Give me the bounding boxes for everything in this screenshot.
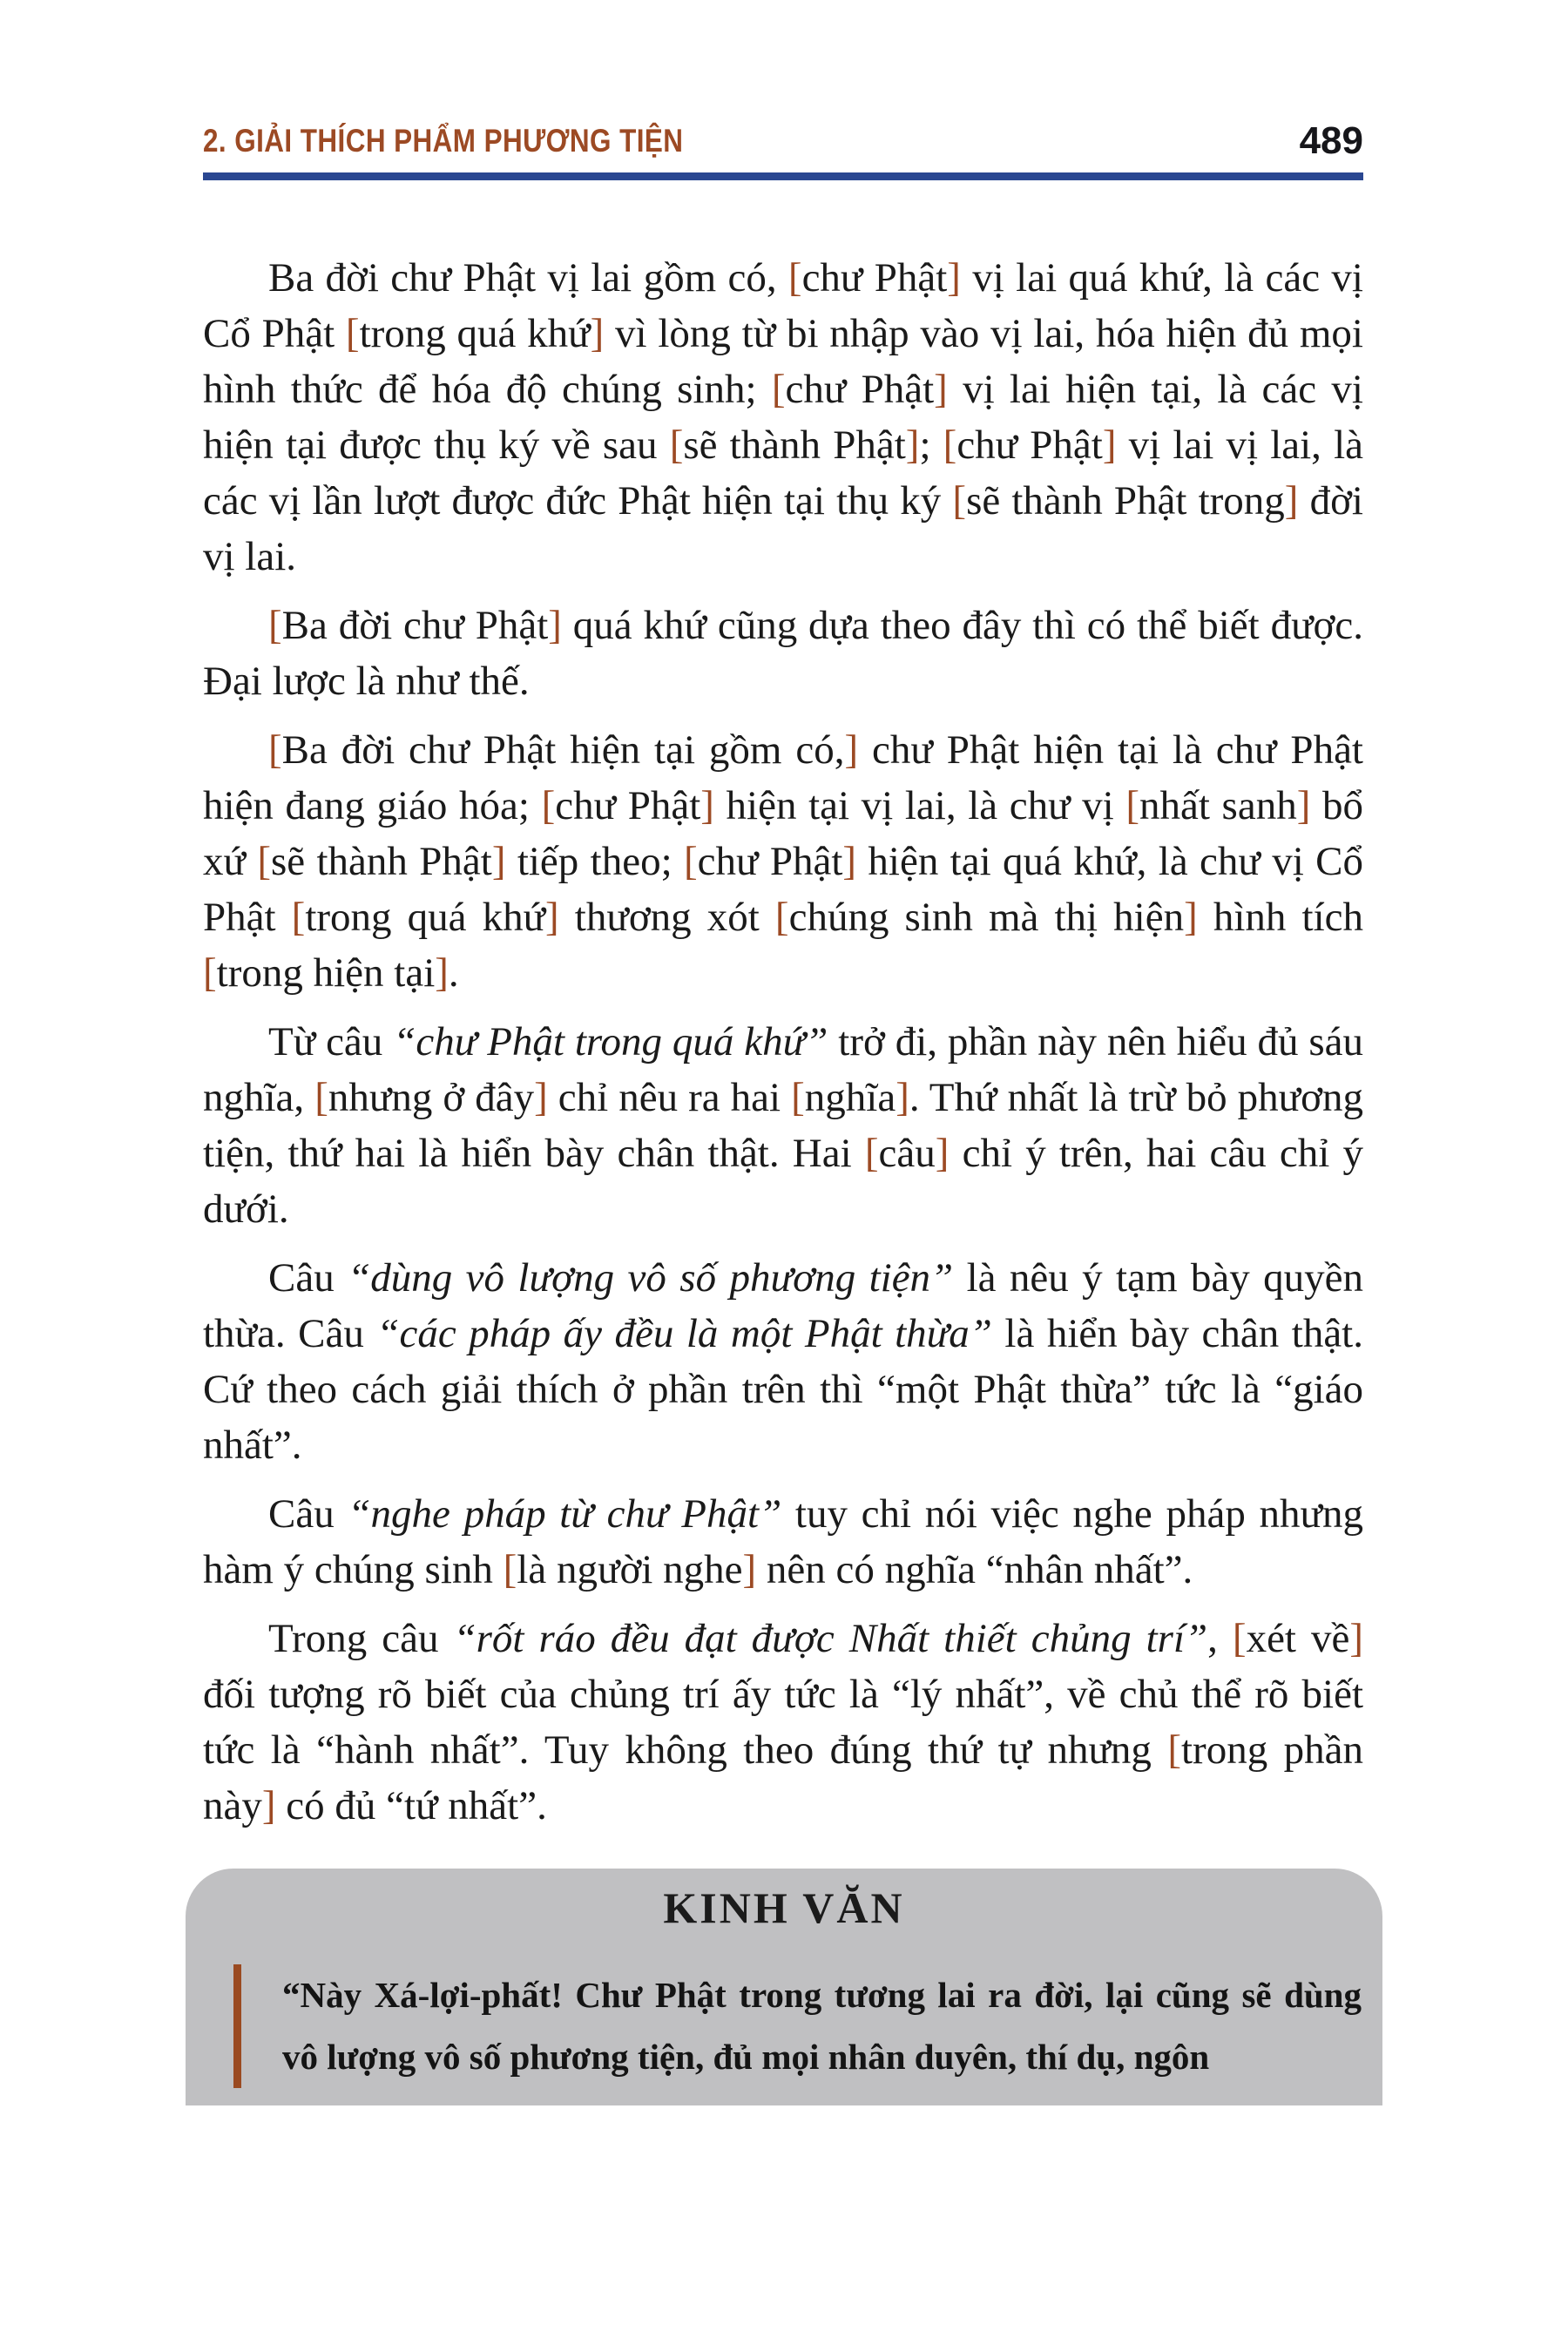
text-run: . [448, 950, 459, 996]
editorial-bracket: ] [1284, 478, 1299, 524]
text-run: câu [878, 1131, 936, 1176]
editorial-bracket: ] [896, 1075, 909, 1120]
editorial-bracket: ] [491, 839, 506, 884]
body-paragraph [203, 250, 1363, 585]
editorial-bracket: [ [943, 422, 957, 468]
editorial-bracket: [ [203, 950, 217, 996]
editorial-bracket: ] [545, 895, 559, 940]
text-run: nghĩa [804, 1075, 896, 1120]
text-run: chư Phật [956, 422, 1103, 468]
editorial-bracket: [ [683, 839, 698, 884]
quoted-scripture-phrase: “dùng vô lượng vô số phương tiện” [348, 1255, 954, 1301]
body-paragraph [203, 598, 1363, 709]
quoted-scripture-phrase: “rốt ráo đều đạt được Nhất thiết chủng trí” [453, 1616, 1208, 1661]
text-run: trong phần này [203, 1727, 1363, 1828]
text-run: vị lai quá khứ, là các vị Cổ Phật [203, 255, 1363, 356]
editorial-bracket: ] [1296, 783, 1311, 828]
editorial-bracket: [ [774, 895, 789, 940]
text-run: chư Phật [785, 367, 935, 412]
text-run: chư Phật hiện tại là chư Phật hiện đang giáo hóa; [203, 727, 1363, 828]
editorial-bracket: ] [947, 255, 961, 301]
page-number: 489 [1299, 119, 1363, 162]
text-run: đời vị lai. [203, 478, 1363, 579]
text-run: Ba đời chư Phật vị lai gồm có, [268, 255, 788, 301]
running-head [203, 0, 1363, 180]
editorial-bracket: [ [257, 839, 271, 884]
text-run: Câu [268, 1491, 348, 1537]
text-run: nhất sanh [1139, 783, 1297, 828]
text-run: thương xót [558, 895, 775, 940]
text-run: chư Phật [555, 783, 701, 828]
editorial-bracket: [ [541, 783, 556, 828]
text-run: , [1207, 1616, 1233, 1661]
text-run: Câu [268, 1255, 348, 1301]
editorial-bracket: ] [742, 1547, 757, 1592]
text-run: tiếp theo; [505, 839, 684, 884]
editorial-bracket: ] [1184, 895, 1198, 940]
body-paragraph [203, 1486, 1363, 1598]
text-run: Ba đời chư Phật [281, 603, 549, 648]
text-run: trong hiện tại [216, 950, 436, 996]
paragraph-container [203, 250, 1363, 1834]
text-run: “Này Xá-lợi-phất! Chư Phật trong tương lai ra đời, lại cũng sẽ dùng vô lượng vô số phương tiện, đủ mọi nhân duyên, thí dụ, ngôn [282, 1975, 1362, 2077]
text-run: sẽ thành Phật [683, 422, 906, 468]
text-run: Từ câu [268, 1019, 394, 1064]
text-run: là hiển bày chân thật. Cứ theo cách giải thích ở phần trên thì “một Phật thừa” tức là “giáo nhất”. [203, 1311, 1363, 1468]
text-run: hiện tại vị lai, là chư vị [713, 783, 1126, 828]
text-run: hiện tại quá khứ, là chư vị Cổ Phật [203, 839, 1363, 940]
text-run: chỉ ý trên, hai câu chỉ ý dưới. [203, 1131, 1363, 1232]
text-run: Trong câu [268, 1616, 454, 1661]
body-paragraph [203, 722, 1363, 1001]
text-run: sẽ thành Phật [270, 839, 492, 884]
text-run: là người nghe [517, 1547, 743, 1592]
body-paragraph [203, 1611, 1363, 1834]
editorial-bracket: ] [1102, 422, 1117, 468]
editorial-bracket: ] [435, 950, 449, 996]
editorial-bracket: ] [935, 1131, 950, 1176]
editorial-bracket: ] [261, 1783, 276, 1828]
scripture-box [186, 1869, 1382, 2105]
text-run: xét về [1246, 1616, 1350, 1661]
text-run: vì lòng từ bi nhập vào vị lai, hóa hiện đủ mọi hình thức để hóa độ chúng sinh; [203, 311, 1363, 412]
editorial-bracket: [ [268, 727, 282, 773]
text-run: chư Phật [801, 255, 948, 301]
text-run: chúng sinh mà thị hiện [788, 895, 1185, 940]
text-run: tuy chỉ nói việc nghe pháp nhưng hàm ý chúng sinh [203, 1491, 1363, 1592]
text-run: vị lai vị lai, là các vị lần lượt được đức Phật hiện tại thụ ký [203, 422, 1363, 524]
editorial-bracket: [ [791, 1075, 805, 1120]
text-run: ; [919, 422, 943, 468]
editorial-bracket: ] [590, 311, 605, 356]
text-run: trong quá khứ [305, 895, 546, 940]
editorial-bracket: ] [700, 783, 714, 828]
editorial-bracket: [ [771, 367, 786, 412]
editorial-bracket: [ [503, 1547, 517, 1592]
editorial-bracket: ] [534, 1075, 548, 1120]
editorial-bracket: ] [844, 727, 859, 773]
text-run: chư Phật [697, 839, 843, 884]
text-run: trong quá khứ [359, 311, 591, 356]
editorial-bracket: ] [842, 839, 857, 884]
text-run: quá khứ cũng dựa theo đây thì có thể biết được. Đại lược là như thế. [203, 603, 1364, 704]
body-text [203, 250, 1363, 2105]
text-run: . Thứ nhất là trừ bỏ phương tiện, thứ hai là hiển bày chân thật. Hai [203, 1075, 1363, 1176]
editorial-bracket: [ [1167, 1727, 1181, 1773]
body-paragraph [203, 1014, 1363, 1237]
text-run: nhưng ở đây [328, 1075, 535, 1120]
editorial-bracket: [ [864, 1131, 879, 1176]
text-run: đối tượng rõ biết của chủng trí ấy tức là “lý nhất”, về chủ thể rõ biết tức là “hành nhất”. Tuy không theo đúng thứ tự nhưng [203, 1672, 1363, 1773]
text-run: có đủ “tứ nhất”. [275, 1783, 547, 1828]
editorial-bracket: [ [314, 1075, 328, 1120]
editorial-bracket: [ [1125, 783, 1140, 828]
text-run: là nêu ý tạm bày quyền thừa. Câu [203, 1255, 1364, 1356]
editorial-bracket: [ [787, 255, 802, 301]
chapter-title: 2. GIẢI THÍCH PHẨM PHƯƠNG TIỆN [203, 123, 684, 159]
editorial-bracket: ] [934, 367, 948, 412]
quoted-scripture-phrase: “nghe pháp từ chư Phật” [348, 1491, 782, 1537]
text-run: trở đi, phần này nên hiểu đủ sáu nghĩa, [203, 1019, 1364, 1120]
editorial-bracket: ] [1349, 1616, 1364, 1661]
editorial-bracket: [ [1232, 1616, 1247, 1661]
text-run: sẽ thành Phật trong [966, 478, 1285, 524]
scripture-box-title: KINH VĂN [663, 1883, 905, 1932]
quoted-scripture-phrase: “các pháp ấy đều là một Phật thừa” [376, 1311, 992, 1356]
editorial-bracket: [ [291, 895, 306, 940]
editorial-bracket: ] [548, 603, 562, 648]
text-run: vị lai hiện tại, là các vị hiện tại được thụ ký về sau [203, 367, 1363, 468]
quoted-scripture-phrase: “chư Phật trong quá khứ” [393, 1019, 828, 1064]
scripture-quote [233, 1964, 1362, 2088]
editorial-bracket: ] [905, 422, 920, 468]
editorial-bracket: [ [345, 311, 360, 356]
editorial-bracket: [ [669, 422, 684, 468]
text-run: chỉ nêu ra hai [547, 1075, 792, 1120]
text-run: hình tích [1197, 895, 1363, 940]
editorial-bracket: [ [952, 478, 967, 524]
text-run: bổ xứ [203, 783, 1363, 884]
body-paragraph [203, 1250, 1363, 1473]
text-run: Ba đời chư Phật hiện tại gồm có, [281, 727, 845, 773]
text-run: nên có nghĩa “nhân nhất”. [756, 1547, 1193, 1592]
editorial-bracket: [ [268, 603, 282, 648]
